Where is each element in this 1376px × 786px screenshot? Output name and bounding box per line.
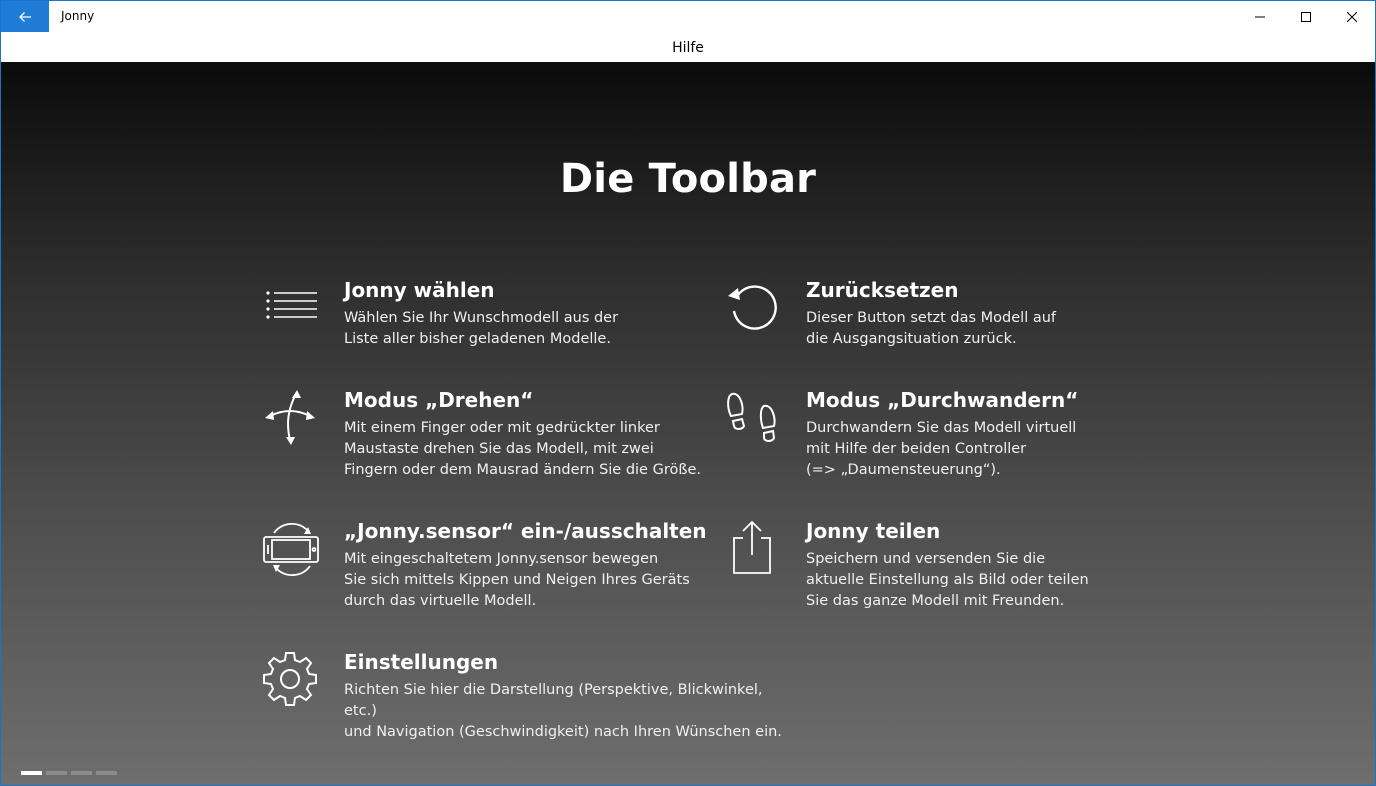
feature-description: Wählen Sie Ihr Wunschmodell aus der Liste aller bisher geladenen Modelle. [344, 310, 619, 347]
feature-title: Modus „Durchwandern“ [806, 388, 1079, 412]
title-bar [1, 1, 1375, 33]
feature-description: Dieser Button setzt das Modell auf die Ausgangsituation zurück. [806, 310, 1057, 347]
feature-title: Jonny wählen [344, 278, 495, 302]
footprints-icon [724, 388, 784, 448]
feature-description: Durchwandern Sie das Modell virtuell mit Hilfe der beiden Controller (=> „Daumensteuerung“). [806, 420, 1077, 478]
share-icon [724, 519, 784, 579]
back-arrow-icon [18, 11, 32, 23]
feature-description: Mit einem Finger oder mit gedrückter linker Maustaste drehen Sie das Modell, mit zwei Fingern oder dem Mausrad ändern Sie die Größe. [344, 420, 702, 478]
page-indicator-dot-4[interactable] [96, 771, 117, 775]
close-icon [1347, 12, 1357, 22]
page-indicator-dot-2[interactable] [46, 771, 67, 775]
feature-description: Mit eingeschaltetem Jonny.sensor bewegen Sie sich mittels Kippen und Neigen Ihres Geräts durch das virtuelle Modell. [344, 551, 690, 609]
feature-description: Speichern und versenden Sie die aktuelle Einstellung als Bild oder teilen Sie das ganze Modell mit Freunden. [806, 551, 1089, 609]
maximize-button[interactable] [1283, 1, 1329, 32]
list-icon [262, 278, 322, 338]
gear-icon [262, 650, 322, 710]
app-title: Jonny [61, 9, 95, 23]
close-button[interactable] [1329, 1, 1375, 32]
page-indicator-dot-3[interactable] [71, 771, 92, 775]
back-button[interactable] [1, 1, 49, 32]
minimize-button[interactable] [1237, 1, 1283, 32]
page-title: Die Toolbar [559, 156, 817, 202]
help-content [1, 62, 1375, 785]
page-header-title: Hilfe [672, 40, 704, 56]
feature-title: Zurücksetzen [806, 278, 959, 302]
feature-title: „Jonny.sensor“ ein-/ausschalten [344, 519, 707, 543]
page-indicator-dot-1[interactable] [21, 771, 42, 775]
rotate-icon [262, 388, 322, 448]
feature-description: Richten Sie hier die Darstellung (Perspektive, Blickwinkel, etc.) und Navigation (Geschwindigkeit) nach Ihren Wünschen ein. [344, 682, 782, 740]
sensor-icon [262, 519, 322, 579]
feature-title: Einstellungen [344, 650, 499, 674]
page-indicator [21, 771, 117, 775]
reset-icon [724, 278, 784, 338]
feature-title: Modus „Drehen“ [344, 388, 534, 412]
maximize-icon [1301, 12, 1311, 22]
page-header [1, 33, 1375, 62]
minimize-icon [1255, 12, 1265, 22]
feature-title: Jonny teilen [806, 519, 941, 543]
